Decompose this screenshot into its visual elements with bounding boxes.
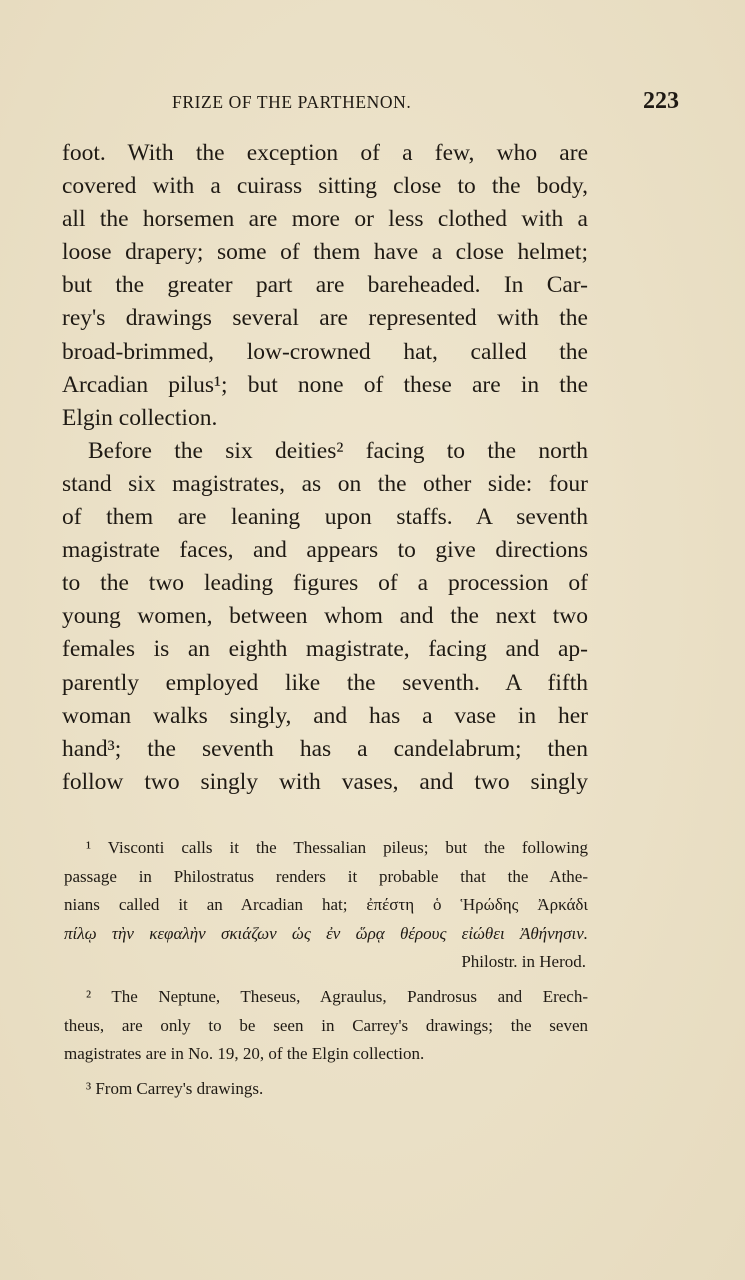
text-line: stand six magistrates, as on the other side: four: [62, 470, 588, 497]
text-line: of them are leaning upon staffs. A seventh: [62, 504, 588, 531]
text-line: covered with a cuirass sitting close to the body,: [62, 173, 588, 200]
footnote-2-line: magistrates are in No. 19, 20, of the Elgin collection.: [64, 1044, 425, 1064]
page-number: 223: [643, 88, 679, 114]
footnote-1-line: nians called it an Arcadian hat; ἐπέστη ὁ Ἡρώδης Ἀρκάδι: [64, 895, 588, 915]
text-line: Arcadian pilus¹; but none of these are in the: [62, 371, 588, 398]
text-line: young women, between whom and the next two: [62, 603, 588, 630]
running-title: FRIZE OF THE PARTHENON.: [172, 92, 412, 112]
footnote-2-line: ² The Neptune, Theseus, Agraulus, Pandrosus and Erech-: [86, 986, 588, 1006]
footnote-1-greek-line: πίλῳ τὴν κεφαλὴν σκιάζων ὡς ἐν ὥρᾳ θέρους εἰώθει Ἀθήνησιν.: [64, 923, 588, 943]
main-text: [62, 137, 588, 799]
text-line: rey's drawings several are represented with the: [62, 305, 588, 332]
footnote-1-line: passage in Philostratus renders it probable that the Athe-: [64, 866, 588, 886]
footnote-1-citation: Philostr. in Herod.: [461, 952, 586, 972]
footnote-2-line: theus, are only to be seen in Carrey's drawings; the seven: [64, 1015, 588, 1035]
text-line: females is an eighth magistrate, facing and ap-: [62, 636, 588, 663]
footnotes: [64, 834, 588, 1103]
text-line: follow two singly with vases, and two singly: [62, 768, 588, 795]
text-line: loose drapery; some of them have a close helmet;: [62, 239, 588, 266]
footnote-3-line: ³ From Carrey's drawings.: [86, 1078, 264, 1098]
text-line: all the horsemen are more or less clothed with a: [62, 206, 588, 233]
text-line: foot. With the exception of a few, who are: [62, 140, 588, 166]
text-line: woman walks singly, and has a vase in her: [62, 702, 588, 729]
text-line: parently employed like the seventh. A fifth: [62, 669, 588, 696]
footnote-1-line: ¹ Visconti calls it the Thessalian pileus; but the following: [86, 838, 588, 857]
text-line: broad-brimmed, low-crowned hat, called the: [62, 338, 588, 365]
text-line: Elgin collection.: [62, 404, 218, 431]
text-line: magistrate faces, and appears to give directions: [62, 537, 588, 564]
text-line: but the greater part are bareheaded. In Car-: [62, 272, 588, 299]
text-line: to the two leading figures of a procession of: [62, 570, 588, 597]
text-line: hand³; the seventh has a candelabrum; then: [62, 735, 588, 762]
text-line: Before the six deities² facing to the north: [88, 437, 588, 464]
